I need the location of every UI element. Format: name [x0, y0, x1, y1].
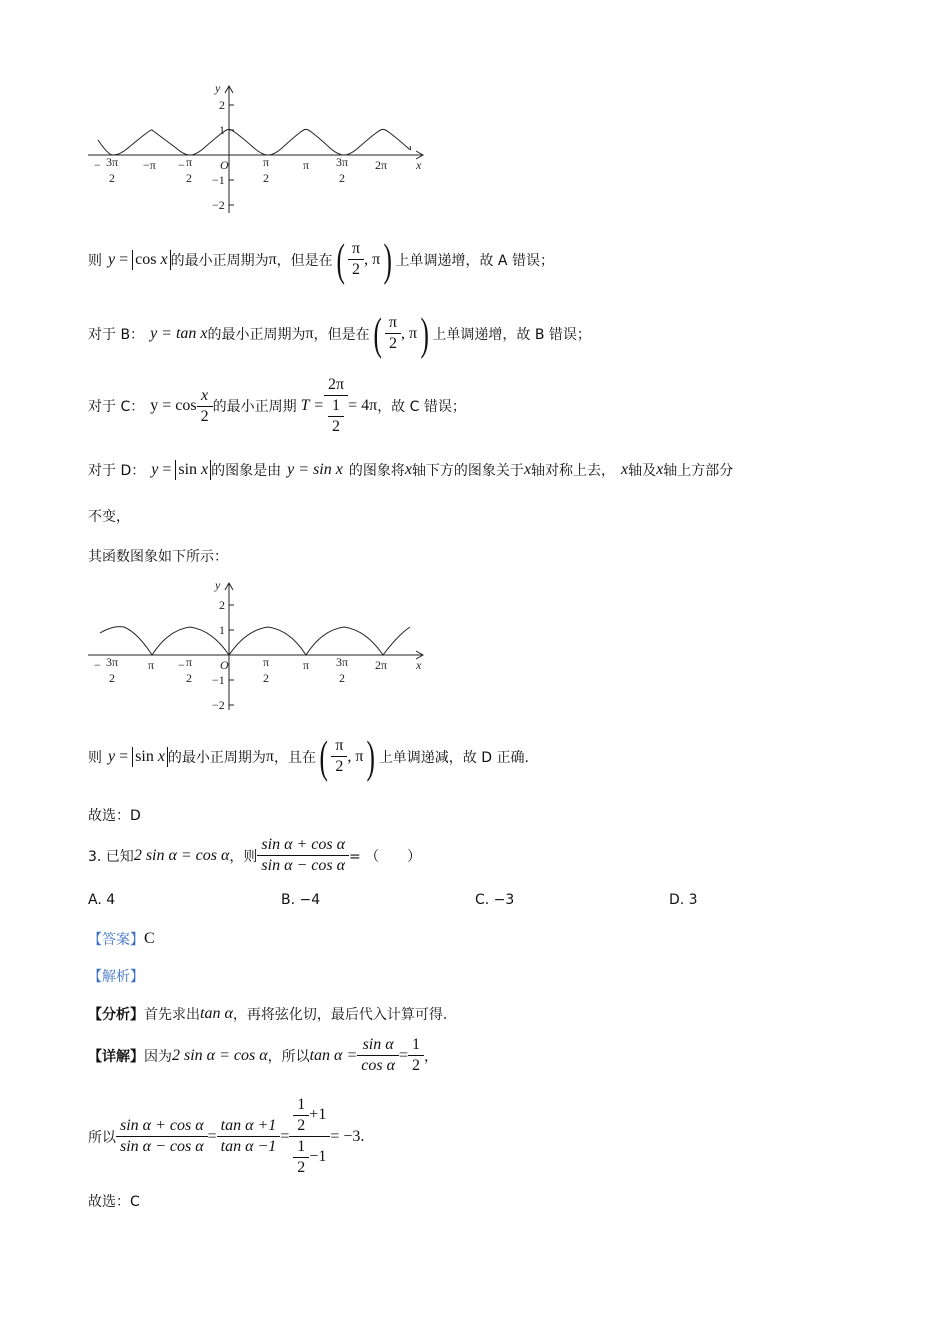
graph-abs-sin: [88, 575, 433, 715]
svg-text:2: 2: [339, 171, 345, 185]
question-3: 3. 已知 2 sin α = cos α ，则 $\frac{\text{sin α + cos α}}{\text{sin α − cos α}}$ = （ ）: [88, 836, 422, 874]
svg-text:3π: 3π: [336, 155, 349, 169]
svg-text:2: 2: [219, 598, 225, 612]
svg-text:2: 2: [219, 98, 225, 112]
fenxi: 【分析】 首先求出 tan α ，再将弦化切，最后代入计算可得.: [88, 1005, 448, 1023]
xiangjie: 【详解】 因为 2 sin α = cos α ，所以 tan α = $\frac{\text{sin α}}{\text{cos α}}$ = $\frac{1}{2}$ ，: [88, 1036, 438, 1074]
option-a[interactable]: A. 4: [88, 892, 116, 908]
svg-text:π: π: [303, 158, 310, 172]
select-c: 故选：C: [88, 1194, 140, 1210]
option-d[interactable]: D. 3: [669, 892, 698, 908]
svg-text:2: 2: [263, 671, 269, 685]
svg-text:O: O: [220, 658, 229, 672]
analysis-tag: 【解析】: [88, 969, 144, 985]
svg-text:π: π: [186, 155, 193, 169]
svg-text:2: 2: [186, 671, 192, 685]
line-b: 对于 B： y = tan x 的最小正周期为 π ，但是在 ( $\frac{\pi}{2}$ , π ) 上单调递增，故 B 错误；: [88, 307, 591, 359]
svg-text:−2: −2: [212, 198, 225, 212]
line-d4: 则 y = sin x 的最小正周期为 π ，且在 ( $\frac{\pi}{2}$ , π ) 上单调递减，故 D 正确.: [88, 730, 529, 782]
svg-text:3π: 3π: [336, 655, 349, 669]
svg-text:2: 2: [263, 171, 269, 185]
svg-text:2π: 2π: [375, 158, 388, 172]
svg-text:2π: 2π: [375, 658, 388, 672]
svg-text:x: x: [416, 158, 422, 172]
svg-text:−1: −1: [212, 673, 225, 687]
option-b[interactable]: B. −4: [281, 892, 321, 908]
svg-text:−2: −2: [212, 698, 225, 712]
graph-abs-cos: [88, 78, 433, 218]
svg-text:3π: 3π: [106, 155, 119, 169]
svg-text:3π: 3π: [106, 655, 119, 669]
svg-text:−1: −1: [212, 173, 225, 187]
svg-text:−: −: [178, 158, 185, 172]
svg-text:O: O: [220, 158, 229, 172]
svg-text:−: −: [178, 658, 185, 672]
answer: 【答案】 C: [88, 930, 155, 948]
svg-text:1: 1: [219, 123, 225, 137]
svg-text:2: 2: [339, 671, 345, 685]
line-d2: 不变，: [88, 509, 130, 525]
svg-text:y: y: [215, 578, 221, 592]
svg-text:π: π: [263, 155, 270, 169]
svg-text:π: π: [303, 658, 310, 672]
graph1-y-label: y: [215, 81, 221, 95]
svg-text:π: π: [148, 658, 155, 672]
svg-text:2: 2: [109, 671, 115, 685]
option-c[interactable]: C. −3: [475, 892, 515, 908]
svg-text:−: −: [94, 158, 101, 172]
svg-text:2: 2: [109, 171, 115, 185]
line-d1: 对于 D： y = sin x 的图象是由 y = sin x 的图象将 x 轴下方的图象关于 x 轴对称上去， x 轴及 x 轴上方部分: [88, 461, 734, 479]
line-a: 则 y = cos x 的最小正周期为 π ，但是在 ( $\frac{\pi}{2}$ , π ) 上单调递增，故 A 错误；: [88, 233, 554, 285]
svg-text:x: x: [416, 658, 422, 672]
svg-text:−: −: [94, 658, 101, 672]
svg-text:π: π: [186, 655, 193, 669]
svg-text:2: 2: [186, 171, 192, 185]
svg-text:π: π: [263, 655, 270, 669]
svg-text:−π: −π: [143, 158, 156, 172]
line-d3: 其函数图象如下所示：: [88, 549, 228, 565]
svg-text:1: 1: [219, 623, 225, 637]
final-calc: 所以 $\frac{\text{sin α + cos α}}{\text{sin α − cos α}}$ = $\frac{\text{tan α +1}}{\text{tan α −1}}$ = $\frac{1}{2}$ +1 $\frac{1}{2}$ −1 = −3.: [88, 1096, 365, 1176]
line-c: 对于 C： y = cos $\frac{x}{2}$ 的最小正周期 T = $\frac{2\pi}{\frac{1}{2}}$ = 4π ，故 C 错误；: [88, 376, 466, 435]
select-d: 故选：D: [88, 808, 141, 824]
